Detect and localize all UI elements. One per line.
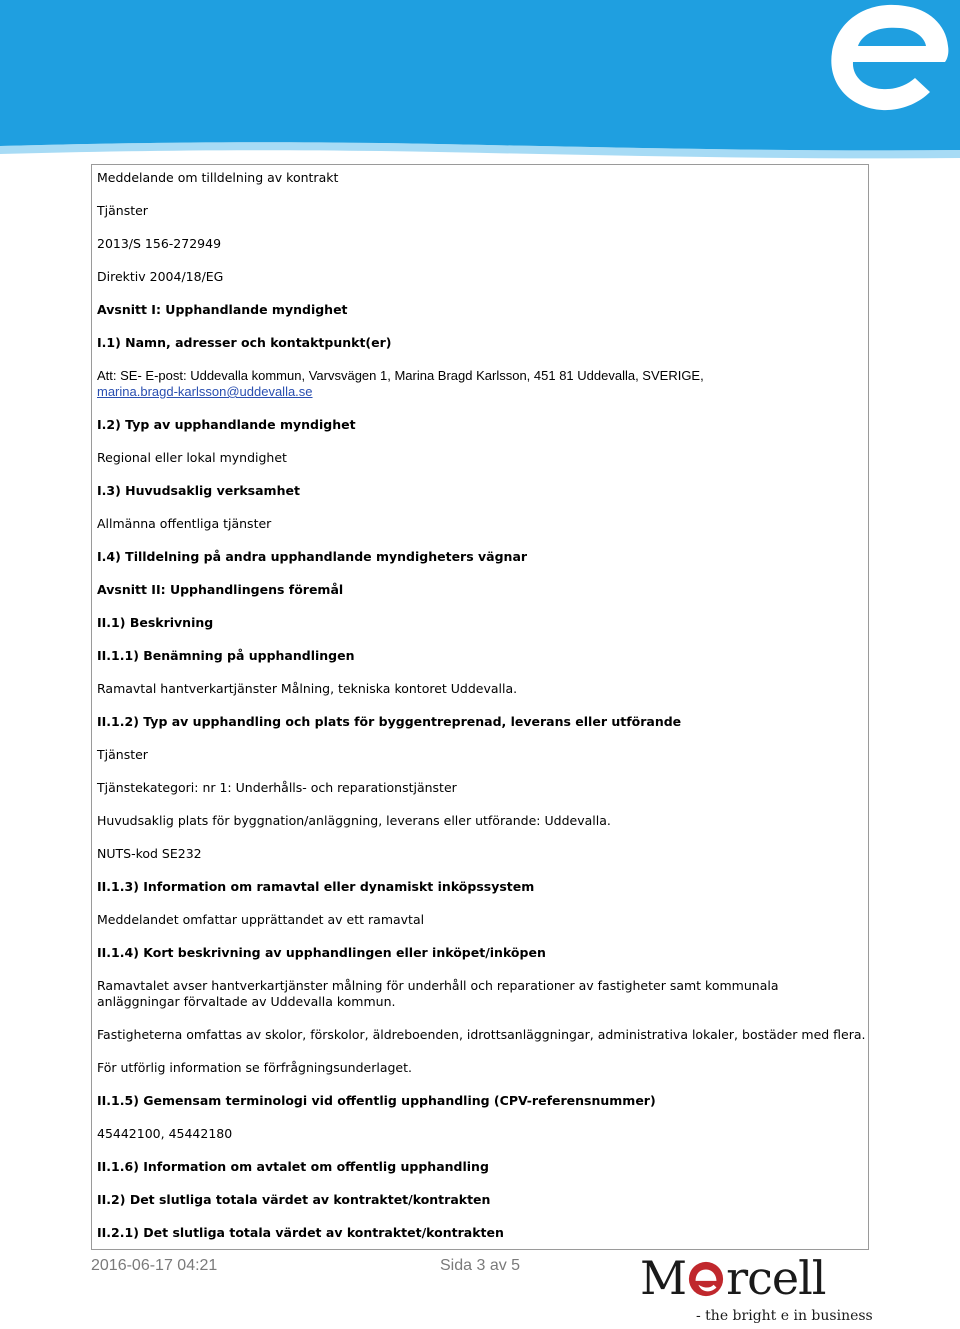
ii12-category: Tjänstekategori: nr 1: Underhålls- och reparationstjänster	[97, 780, 457, 795]
ii12-heading: II.1.2) Typ av upphandling och plats för byggentreprenad, leverans eller utförande	[97, 714, 682, 729]
ii16-heading: II.1.6) Information om avtalet om offentlig upphandling	[97, 1159, 489, 1174]
ii11-heading: II.1.1) Benämning på upphandlingen	[97, 648, 355, 663]
i1-heading: I.1) Namn, adresser och kontaktpunkt(er)	[97, 335, 392, 350]
i2-heading: I.2) Typ av upphandlande myndighet	[97, 417, 356, 432]
ii1-heading: II.1) Beskrivning	[97, 615, 214, 630]
ii12-place: Huvudsaklig plats för byggnation/anläggning, leverans eller utförande: Uddevalla.	[97, 813, 611, 828]
contact-address: Att: SE- E-post: Uddevalla kommun, Varvsvägen 1, Marina Bragd Karlsson, 451 81 Uddevalla, SVERIGE,	[97, 368, 704, 383]
ii13-value: Meddelandet omfattar upprättandet av ett ramavtal	[97, 912, 425, 927]
ii14-paragraph-2: Fastigheterna omfattas av skolor, förskolor, äldreboenden, idrottsanläggningar, administrativa lokaler, bostäder med flera.	[97, 1027, 866, 1042]
notice-number: 2013/S 156-272949	[97, 236, 222, 251]
i3-value: Allmänna offentliga tjänster	[97, 516, 272, 531]
footer-page-number: Sida 3 av 5	[440, 1257, 521, 1274]
footer-divider	[91, 1249, 869, 1250]
ii21-heading: II.2.1) Det slutliga totala värdet av kontraktet/kontrakten	[97, 1225, 504, 1240]
top-banner	[0, 0, 960, 162]
ii12-nuts: NUTS-kod SE232	[97, 846, 202, 861]
ii14-heading: II.1.4) Kort beskrivning av upphandlingen eller inköpet/inköpen	[97, 945, 546, 960]
ii13-heading: II.1.3) Information om ramavtal eller dynamiskt inköpssystem	[97, 879, 535, 894]
ii15-heading: II.1.5) Gemensam terminologi vid offentlig upphandling (CPV-referensnummer)	[97, 1093, 656, 1108]
notice-content	[91, 164, 869, 1250]
ii12-type: Tjänster	[97, 747, 148, 762]
directive: Direktiv 2004/18/EG	[97, 269, 224, 284]
i2-value: Regional eller lokal myndighet	[97, 450, 287, 465]
banner-graphic	[0, 0, 960, 162]
brand-wordmark: M rcell	[640, 1251, 826, 1305]
contact-email-link[interactable]: marina.bragd-karlsson@uddevalla.se	[97, 384, 313, 399]
i3-heading: I.3) Huvudsaklig verksamhet	[97, 483, 300, 498]
ii15-value: 45442100, 45442180	[97, 1126, 233, 1141]
mercell-logo	[640, 1251, 873, 1329]
ii14-paragraph-1: Ramavtalet avser hantverkartjänster målning för underhåll och reparationer av fastigheter samt kommunala anläggningar förvaltade av Uddevalla kommun.	[97, 978, 779, 1009]
contract-type: Tjänster	[97, 203, 148, 218]
section-1-heading: Avsnitt I: Upphandlande myndighet	[97, 302, 348, 317]
footer-date: 2016-06-17 04:21	[91, 1257, 218, 1274]
ii11-value: Ramavtal hantverkartjänster Målning, tekniska kontoret Uddevalla.	[97, 681, 518, 696]
brand-e-icon	[687, 1260, 725, 1298]
brand-tagline: - the bright e in business	[696, 1308, 873, 1324]
ii2-heading: II.2) Det slutliga totala värdet av kontraktet/kontrakten	[97, 1192, 491, 1207]
ii14-paragraph-3: För utförlig information se förfrågningsunderlaget.	[97, 1060, 412, 1075]
section-2-heading: Avsnitt II: Upphandlingens föremål	[97, 582, 344, 597]
document-type: Meddelande om tilldelning av kontrakt	[97, 170, 339, 185]
i4-heading: I.4) Tilldelning på andra upphandlande myndigheters vägnar	[97, 549, 528, 564]
